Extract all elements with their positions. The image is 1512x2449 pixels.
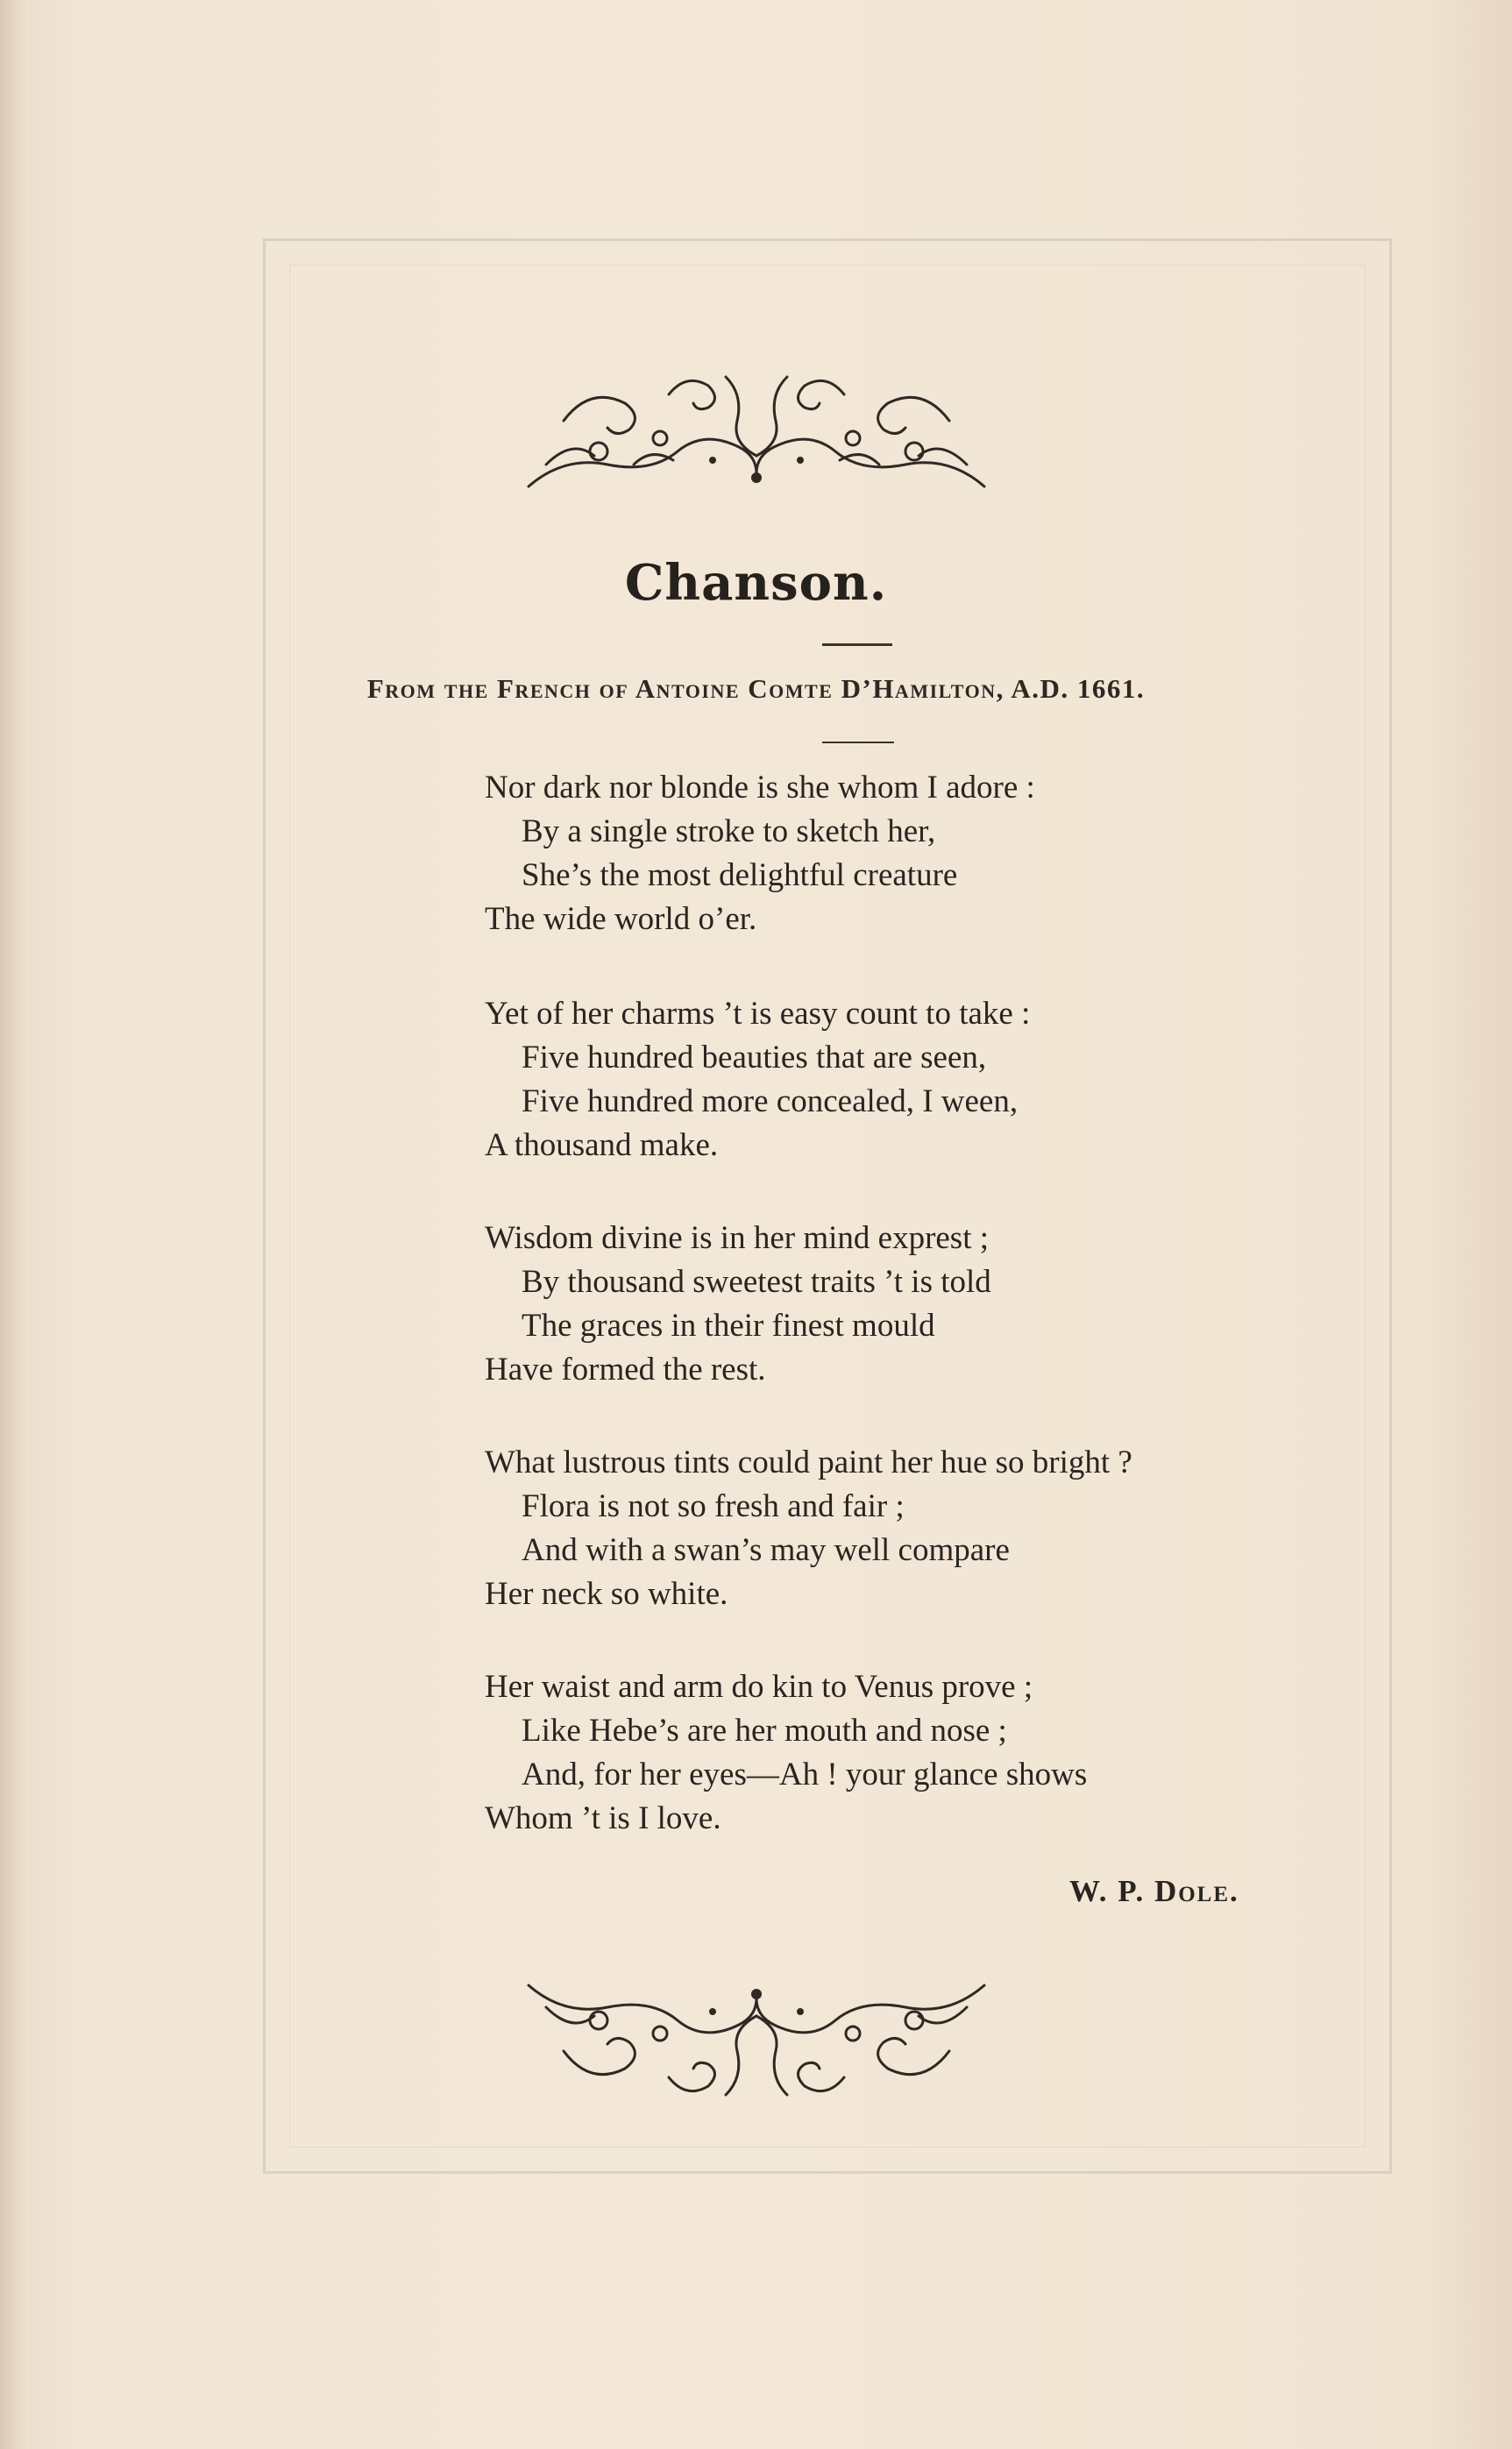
subtitle-rule — [822, 742, 894, 743]
stanza-5 — [485, 1665, 1361, 1841]
title-rule — [822, 643, 892, 646]
stanza-4 — [485, 1441, 1361, 1616]
decorative-frame-inner — [289, 265, 1366, 2147]
verse-line: By a single stroke to sketch her, — [522, 813, 936, 849]
stanza-1 — [485, 766, 1361, 941]
scroll-ornament-icon — [511, 368, 1002, 500]
poem-title: Chanson. — [624, 554, 888, 612]
verse-line: By thousand sweetest traits ’t is told — [522, 1264, 991, 1300]
bottom-scroll-ornament — [0, 1972, 1512, 2104]
verse-line: What lustrous tints could paint her hue so bright ? — [485, 1445, 1132, 1480]
verse-line: Nor dark nor blonde is she whom I adore : — [485, 770, 1035, 806]
verse-line: Her neck so white. — [485, 1576, 728, 1612]
verse-line: Flora is not so fresh and fair ; — [522, 1488, 905, 1524]
stanza-3 — [485, 1217, 1361, 1392]
stanza-2 — [485, 992, 1361, 1168]
verse-line: And with a swan’s may well compare — [522, 1532, 1010, 1568]
verse-line: The graces in their finest mould — [522, 1308, 935, 1344]
verse-line: Have formed the rest. — [485, 1352, 766, 1388]
verse-line: And, for her eyes—Ah ! your glance shows — [522, 1757, 1088, 1792]
author-signature: W. P. Dole. — [1069, 1874, 1239, 1908]
top-scroll-ornament — [0, 368, 1512, 500]
poem-subtitle: From the French of Antoine Comte D’Hamilton, A.D. 1661. — [366, 673, 1146, 704]
verse-line: Whom ’t is I love. — [485, 1800, 721, 1836]
verse-line: She’s the most delightful creature — [522, 857, 958, 893]
verse-line: Wisdom divine is in her mind exprest ; — [485, 1220, 990, 1256]
verse-line: Her waist and arm do kin to Venus prove ; — [485, 1669, 1033, 1705]
scroll-ornament-icon — [511, 1972, 1002, 2104]
verse-line: Yet of her charms ’t is easy count to take : — [485, 996, 1031, 1032]
verse-line: A thousand make. — [485, 1127, 719, 1163]
verse-line: Like Hebe’s are her mouth and nose ; — [522, 1713, 1007, 1749]
verse-line: Five hundred beauties that are seen, — [522, 1040, 987, 1075]
verse-line: The wide world o’er. — [485, 901, 757, 937]
verse-line: Five hundred more concealed, I ween, — [522, 1083, 1019, 1119]
